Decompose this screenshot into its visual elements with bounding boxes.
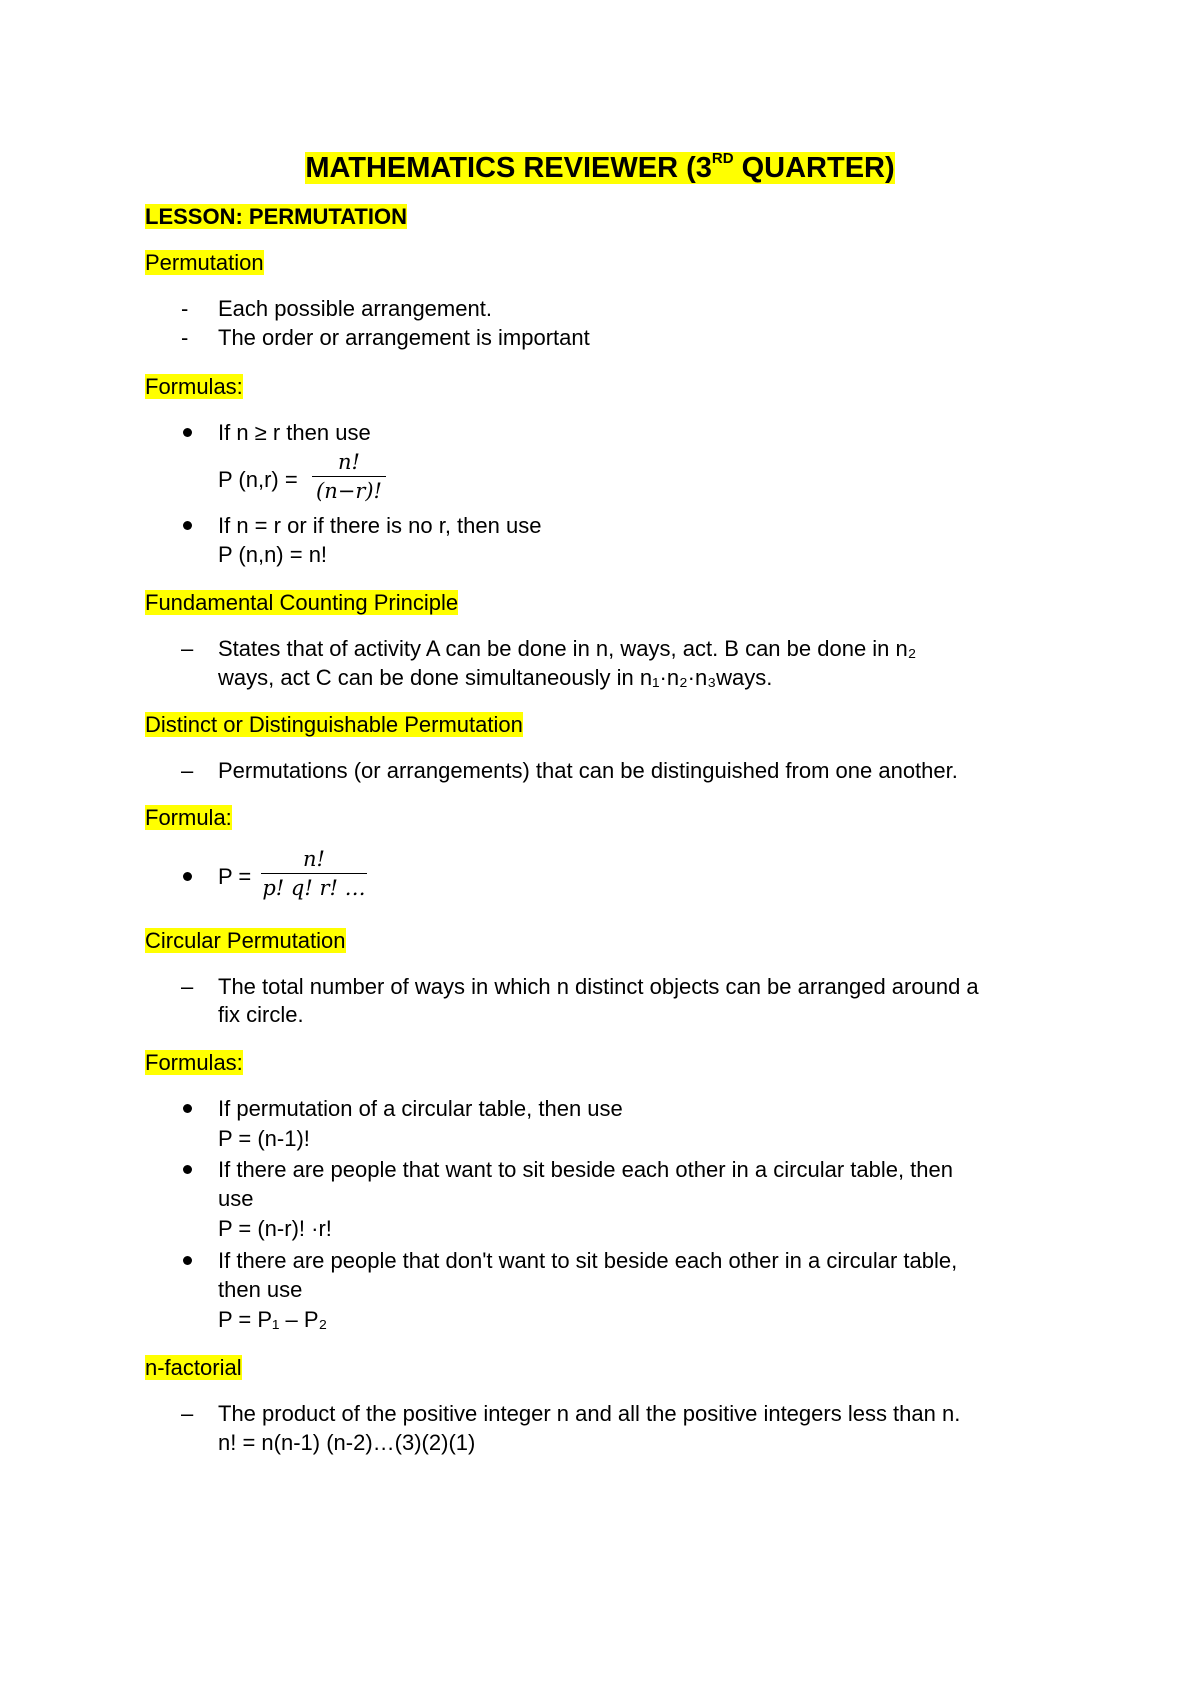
lesson-label: LESSON: PERMUTATION xyxy=(145,204,407,229)
fraction xyxy=(312,449,386,504)
fraction-numerator: n! xyxy=(261,846,367,874)
fraction-denominator: p! q! r! … xyxy=(262,876,366,900)
list-item-continuation: use xyxy=(218,1186,254,1211)
fraction-denominator: (n−r)! xyxy=(316,479,382,503)
title-superscript: RD xyxy=(711,150,734,167)
fraction xyxy=(261,846,367,901)
list-item-continuation: fix circle. xyxy=(218,1002,304,1027)
circular-heading: Circular Permutation xyxy=(145,928,346,953)
list-item: The product of the positive integer n and all the positive integers less than n. xyxy=(218,1401,961,1426)
list-item: If n = r or if there is no r, then use xyxy=(218,513,542,538)
formula-heading: Formula: xyxy=(145,805,232,830)
formula-lhs: P (n,r) = xyxy=(218,467,298,492)
formula-text: P = (n-r)! ·r! xyxy=(218,1216,332,1241)
formula-text: P = P₁ – P₂ xyxy=(218,1307,328,1332)
dash-marker: – xyxy=(181,974,194,999)
formulas-heading: Formulas: xyxy=(145,1050,243,1075)
list-item: If n ≥ r then use xyxy=(218,420,371,445)
dash-marker: - xyxy=(181,325,189,350)
bullet-icon xyxy=(183,872,192,881)
bullet-icon xyxy=(183,428,192,437)
list-item: If permutation of a circular table, then use xyxy=(218,1096,623,1121)
list-item: The order or arrangement is important xyxy=(218,325,590,350)
dash-marker: - xyxy=(181,296,189,321)
fcp-heading: Fundamental Counting Principle xyxy=(145,590,459,615)
bullet-icon xyxy=(183,1104,192,1113)
title-highlight xyxy=(305,152,894,184)
permutation-heading: Permutation xyxy=(145,250,264,275)
list-item: If there are people that want to sit beside each other in a circular table, then xyxy=(218,1157,954,1182)
fraction-numerator: n! xyxy=(312,449,386,477)
formula-text: n! = n(n-1) (n-2)…(3)(2)(1) xyxy=(218,1430,476,1455)
formulas-heading: Formulas: xyxy=(145,374,243,399)
dash-marker: – xyxy=(181,636,194,661)
bullet-icon xyxy=(183,1256,192,1265)
title-rest: QUARTER) xyxy=(733,152,895,184)
list-item: Permutations (or arrangements) that can be distinguished from one another. xyxy=(218,758,958,783)
title-main: MATHEMATICS REVIEWER (3 xyxy=(305,152,712,184)
bullet-icon xyxy=(183,521,192,530)
page-title xyxy=(0,150,1200,186)
list-item: Each possible arrangement. xyxy=(218,296,492,321)
list-item-continuation: ways, act C can be done simultaneously in n₁·n₂·n₃ways. xyxy=(218,665,773,690)
list-item-continuation: then use xyxy=(218,1277,303,1302)
distinct-heading: Distinct or Distinguishable Permutation xyxy=(145,712,523,737)
bullet-icon xyxy=(183,1165,192,1174)
list-item: The total number of ways in which n distinct objects can be arranged around a xyxy=(218,974,979,999)
nfactorial-heading: n-factorial xyxy=(145,1355,242,1380)
list-item: States that of activity A can be done in n, ways, act. B can be done in n₂ xyxy=(218,636,917,661)
dash-marker: – xyxy=(181,1401,194,1426)
formula-text: P = (n-1)! xyxy=(218,1126,310,1151)
formula-text: P (n,n) = n! xyxy=(218,542,328,567)
list-item: If there are people that don't want to sit beside each other in a circular table, xyxy=(218,1248,958,1273)
dash-marker: – xyxy=(181,758,194,783)
lesson-heading xyxy=(145,203,407,230)
formula-lhs: P = xyxy=(218,864,252,889)
